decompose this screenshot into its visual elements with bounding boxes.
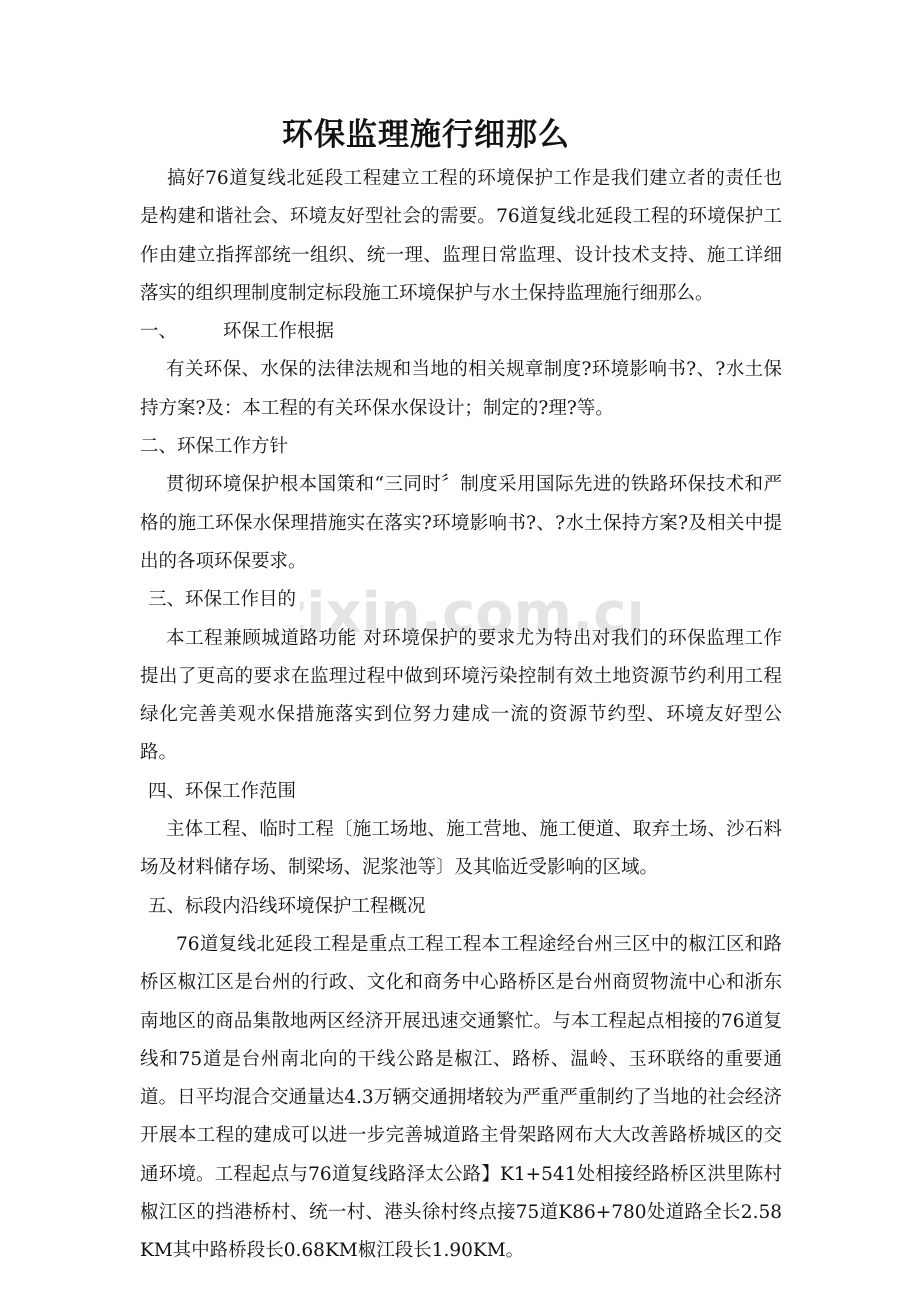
section-heading-2 bbox=[140, 428, 782, 466]
section-title: 环保工作方针 bbox=[177, 436, 289, 458]
section-number: 四、 bbox=[148, 780, 186, 802]
section-body-4: 主体工程、临时工程〔施工场地、施工营地、施工便道、取弃土场、沙石料场及材料储存场、制梁场、泥浆池等〕及其临近受影响的区域。 bbox=[140, 819, 782, 879]
section-number: 五、 bbox=[148, 895, 186, 917]
section-heading-1 bbox=[140, 313, 782, 351]
section-heading-5 bbox=[140, 888, 782, 926]
page-title: 环保监理施行细那么 bbox=[282, 117, 570, 153]
section-heading-4 bbox=[140, 773, 782, 811]
section-heading-3 bbox=[140, 581, 782, 619]
section-body-2: 贯彻环境保护根本国策和“三同时〞制度采用国际先进的铁路环保技术和严格的施工环保水保理措施实在落实?环境影响书?、?水土保持方案?及相关中提出的各项环保要求。 bbox=[140, 474, 782, 572]
section-title: 环保工作范围 bbox=[185, 780, 297, 802]
intro-paragraph: 搞好76道复线北延段工程建立工程的环境保护工作是我们建立者的责任也是构建和谐社会、环境友好型社会的需要。76道复线北延段工程的环境保护工作由建立指挥部统一组织、统一理、监理日常监理、设计技术支持、施工详细落实的组织理制度制定标段施工环境保护与水土保持监理施行细那么。 bbox=[140, 168, 782, 304]
section-body-1: 有关环保、水保的法律法规和当地的相关规章制度?环境影响书?、?水土保持方案?及：本工程的有关环保水保设计；制定的?理?等。 bbox=[140, 359, 782, 419]
section-title: 环保工作目的 bbox=[185, 589, 297, 611]
section-body-3: 本工程兼顾城道路功能 对环境保护的要求尤为特出对我们的环保监理工作提出了更高的要求在监理过程中做到环境污染控制有效土地资源节约利用工程绿化完善美观水保措施落实到位努力建成一流的资源节约型、环境友好型公路。 bbox=[140, 627, 782, 764]
section-body-5: 76道复线北延段工程是重点工程工程本工程途经台州三区中的椒江区和路桥区椒江区是台州的行政、文化和商务中心路桥区是台州商贸物流中心和浙东南地区的商品集散地两区经济开展迅速交通繁忙。与本工程起点相接的76道复线和75道是台州南北向的干线公路是椒江、路桥、温岭、玉环联络的重要通道。日平均混合交通量达4.3万辆交通拥堵较为严重严重制约了当地的社会经济开展本工程的建成可以进一步完善城道路主骨架路网布大大改善路桥城区的交通环境。工程起点与76道复线路泽太公路】K1+541处相接经路桥区洪里陈村椒江区的挡港桥村、统一村、港头徐村终点接75道K86+780处道路全长2.58KM其中路桥段长0.68KM椒江段长1.90KM。 bbox=[140, 933, 782, 1262]
section-title: 标段内沿线环境保护工程概况 bbox=[185, 895, 426, 917]
section-number: 二、 bbox=[140, 436, 178, 458]
watermark-text: ixin.com.c bbox=[306, 581, 627, 646]
section-number: 三、 bbox=[148, 589, 186, 611]
section-title: 环保工作根据 bbox=[223, 321, 335, 343]
document-body bbox=[140, 160, 782, 1271]
section-number: 一、 bbox=[140, 321, 178, 343]
